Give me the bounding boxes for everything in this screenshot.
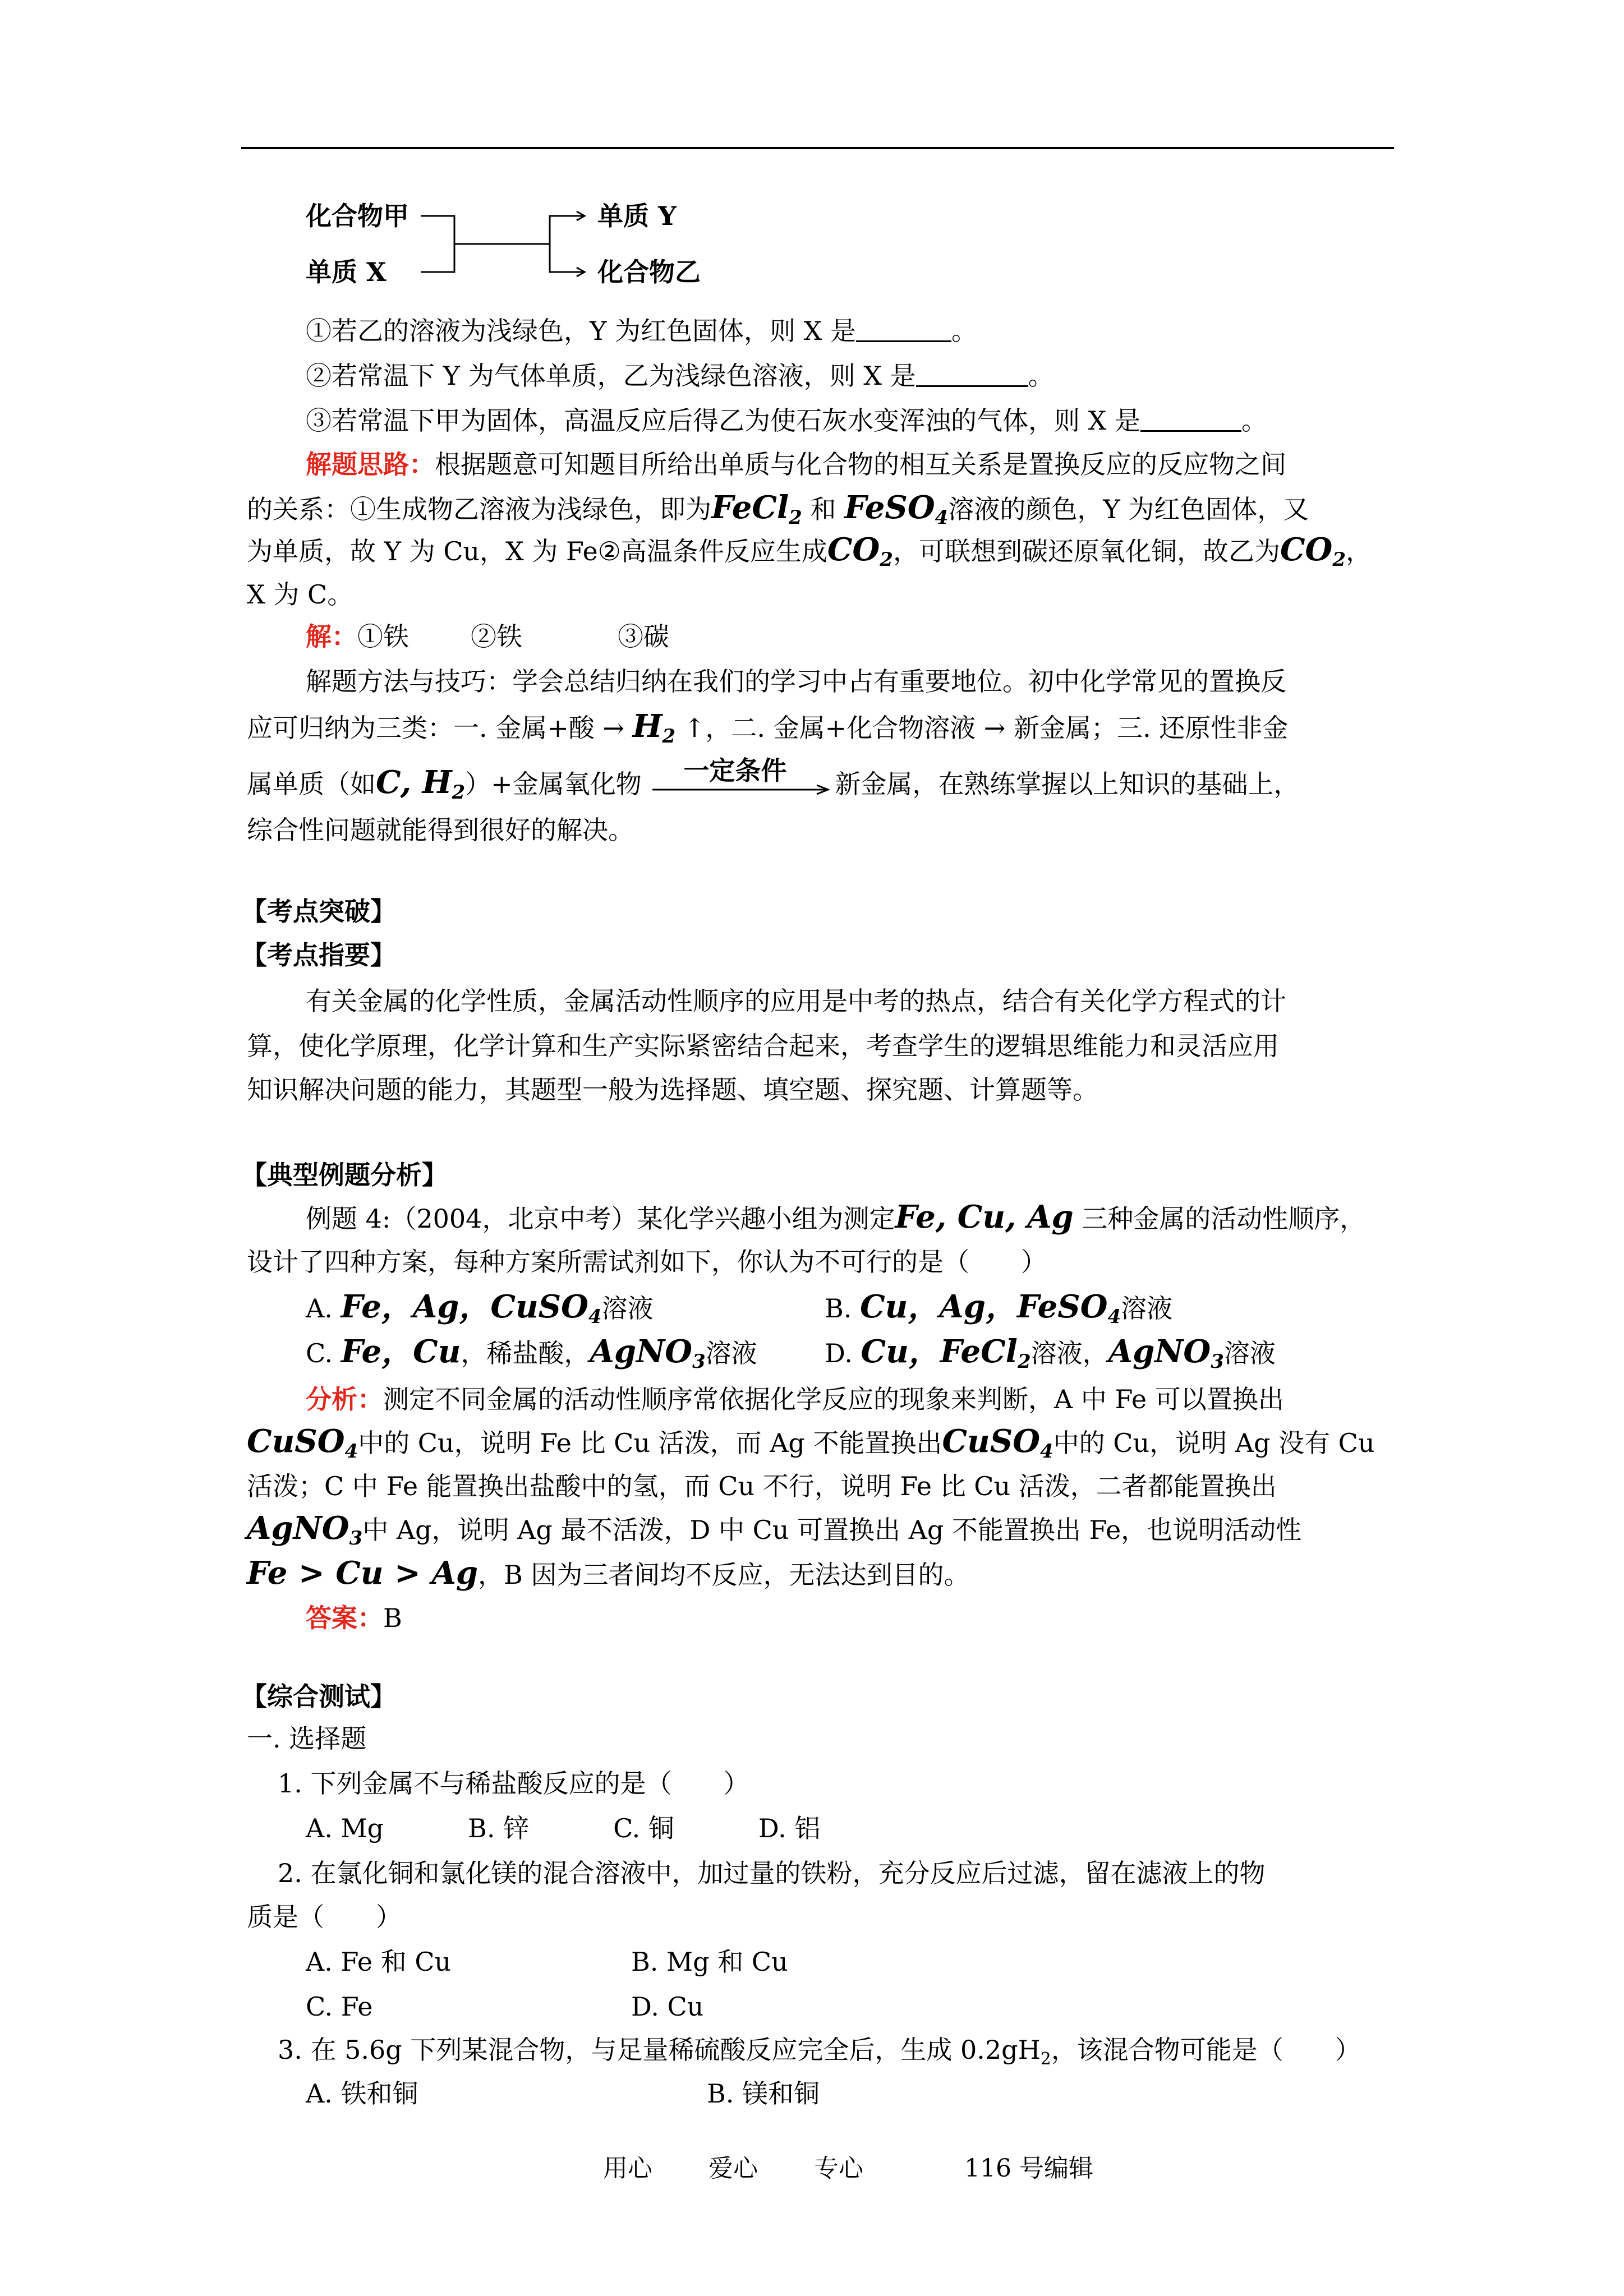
example-answer: 答案：B (306, 1603, 402, 1633)
option[interactable]: B. 镁和铜 (707, 2078, 820, 2109)
solution-idea-line-4: X 为 C。 (247, 579, 353, 610)
section-paragraph-line: 有关金属的化学性质，金属活动性顺序的应用是中考的热点，结合有关化学方程式的计 (306, 986, 1286, 1016)
page-footer: 用心 爱心 专心 116 号编辑 (603, 2154, 1093, 2183)
option[interactable]: C. 铜 (613, 1813, 674, 1843)
method-line-1: 解题方法与技巧：学会总结归纳在我们的学习中占有重要地位。初中化学常见的置换反 (306, 666, 1286, 697)
test-question-2-line-1: 2. 在氯化铜和氯化镁的混合溶液中，加过量的铁粉，充分反应后过滤，留在滤液上的物 (278, 1858, 1266, 1888)
example-question-line-1: 例题 4:（2004，北京中考）某化学兴趣小组为测定Fe, Cu, Ag 三种金属的活动性顺序， (306, 1198, 1366, 1235)
example-title: 【典型例题分析】 (241, 1160, 448, 1190)
solution-idea-line-2: 的关系：①生成物乙溶液为浅绿色，即为FeCl$_2$ 和 FeSO$_4$溶液的颜色，Y 为红色固体，又 (247, 489, 1309, 529)
answer-row: 解：①铁 ②铁 ③碳 (306, 621, 669, 652)
question-3: ③若常温下甲为固体，高温反应后得乙为使石灰水变浑浊的气体，则 X 是 。 (306, 405, 1267, 436)
analysis-line-5: Fe > Cu > Ag，B 因为三者间均不反应，无法达到目的。 (247, 1555, 970, 1592)
answer-blank[interactable] (1140, 408, 1241, 432)
header-rule (241, 147, 1394, 149)
option[interactable]: C. Fe (306, 1991, 373, 2022)
answer-blank[interactable] (916, 363, 1028, 387)
analysis-line-1: 分析：测定不同金属的活动性顺序常依据化学反应的现象来判断，A 中 Fe 可以置换出 (306, 1384, 1284, 1414)
test-part: 一. 选择题 (247, 1723, 367, 1754)
option-a: A. Fe，Ag，CuSO$_4$溶液 (306, 1288, 654, 1328)
method-line-3: 属单质（如C, $H_2)+$金属氧化物 一定条件 新金属，在熟练掌握以上知识的基础上， (247, 755, 1300, 804)
test-question-1: 1. 下列金属不与稀盐酸反应的是（ ） (278, 1768, 749, 1799)
section-paragraph-line: 算，使化学原理，化学计算和生产实际紧密结合起来，考查学生的逻辑思维能力和灵活应用 (247, 1031, 1279, 1061)
section-paragraph-line: 知识解决问题的能力，其题型一般为选择题、填空题、探究题、计算题等。 (247, 1075, 1098, 1105)
example-question-line-2: 设计了四种方案，每种方案所需试剂如下，你认为不可行的是（ ） (247, 1247, 1047, 1277)
diagram-compound-b: 化合物乙 (597, 257, 701, 287)
option[interactable]: D. Cu (631, 1991, 704, 2022)
method-line-4: 综合性问题就能得到很好的解决。 (247, 815, 634, 845)
option[interactable]: A. 铁和铜 (306, 2078, 418, 2109)
test-question-2-line-2: 质是（ ） (247, 1902, 402, 1932)
test-question-1-options (306, 1811, 820, 1845)
analysis-line-4: AgNO$_3$中 Ag，说明 Ag 最不活泼，D 中 Cu 可置换出 Ag 不能置换出 Fe，也说明活动性 (247, 1510, 1302, 1550)
option[interactable]: A. Fe 和 Cu (306, 1947, 452, 1977)
diagram-element-y: 单质 Y (597, 201, 677, 231)
solution-idea-line-1: 解题思路：根据题意可知题目所给出单质与化合物的相互关系是置换反应的反应物之间 (306, 449, 1286, 480)
analysis-line-3: 活泼；C 中 Fe 能置换出盐酸中的氢，而 Cu 不行，说明 Fe 比 Cu 活泼，二者都能置换出 (247, 1471, 1277, 1501)
method-line-2: 应可归纳为三类：一. 金属+酸 → $H_2$ ↑，二. 金属+化合物溶液 → 新金属；三. 还原性非金 (247, 708, 1289, 748)
option[interactable]: B. 锌 (468, 1813, 530, 1843)
reaction-diagram-arrows (415, 202, 600, 286)
diagram-compound-a: 化合物甲 (306, 201, 409, 231)
question-2: ②若常温下 Y 为气体单质，乙为浅绿色溶液，则 X 是 。 (306, 361, 1054, 391)
answer-blank[interactable] (856, 318, 951, 342)
solution-idea-line-3: 为单质，故 Y 为 Cu，X 为 Fe②高温条件反应生成$CO_2$，可联想到碳还原氧化铜，故乙为$CO_2$， (247, 531, 1372, 571)
option-b: B. Cu，Ag，FeSO$_4$溶液 (825, 1288, 1173, 1328)
test-question-3: 3. 在 5.6g 下列某混合物，与足量稀硫酸反应完全后，生成 $0.2gH_2$，该混合物可能是（ ） (278, 2035, 1361, 2069)
test-title: 【综合测试】 (241, 1681, 396, 1712)
option[interactable]: A. Mg (306, 1813, 384, 1843)
condition-arrow: 一定条件 (650, 769, 835, 803)
option-d: D. Cu，FeCl$_2$溶液，AgNO$_3$溶液 (825, 1333, 1276, 1373)
diagram-element-x: 单质 X (306, 257, 387, 287)
section-title: 【考点突破】 (241, 896, 396, 926)
option[interactable]: D. 铝 (758, 1813, 821, 1843)
analysis-line-2: CuSO$_4$中的 Cu，说明 Fe 比 Cu 活泼，而 Ag 不能置换出CuSO$_4$中的 Cu，说明 Ag 没有 Cu (247, 1423, 1375, 1463)
option[interactable]: B. Mg 和 Cu (631, 1947, 788, 1977)
section-subtitle: 【考点指要】 (241, 940, 396, 970)
question-1: ①若乙的溶液为浅绿色，Y 为红色固体，则 X 是 。 (306, 316, 977, 346)
option-c: C. Fe，Cu，稀盐酸，AgNO$_3$溶液 (306, 1333, 757, 1373)
